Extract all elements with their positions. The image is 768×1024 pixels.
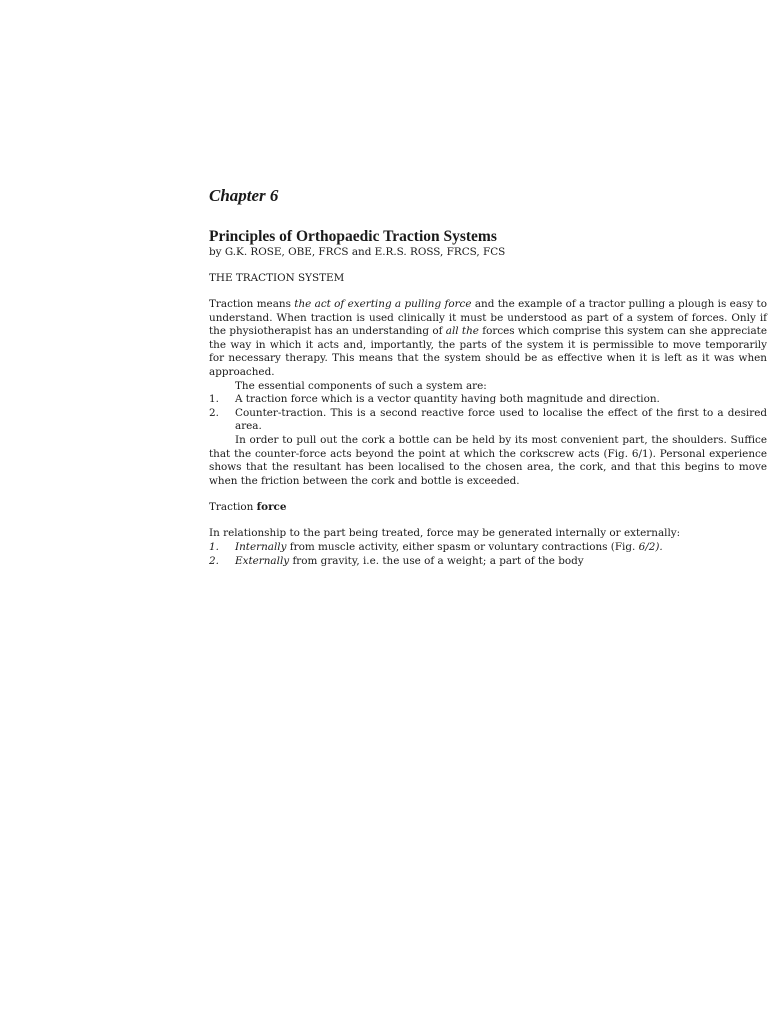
list-item bbox=[209, 407, 767, 434]
emphasis-text: Externally bbox=[235, 554, 290, 567]
list-number: 2. bbox=[209, 406, 219, 419]
subheading-traction-force bbox=[209, 501, 767, 514]
emphasis-text: Internally bbox=[235, 540, 287, 553]
authors-byline: by G.K. ROSE, OBE, FRCS and E.R.S. ROSS, FRCS, FCS bbox=[209, 246, 506, 258]
paragraph-cork-example: In order to pull out the cork a bottle can be held by its most convenient part, the shoulders. Suffice that the counter-force acts beyond the point at which the corkscrew acts (Fig. 6/1). Personal experience shows that the resultant has been localised to the chosen area, the cork, and that this begins to move when the friction between the cork and bottle is exceeded. bbox=[209, 433, 767, 487]
text-run: Traction bbox=[209, 501, 257, 514]
text-run: Traction means bbox=[209, 298, 295, 310]
list-number: 1. bbox=[209, 393, 219, 406]
figure-reference: 6/2). bbox=[638, 540, 663, 553]
emphasis-text: the act of exerting a pulling force bbox=[294, 298, 472, 310]
text-run: from muscle activity, either spasm or voluntary contractions (Fig. bbox=[286, 540, 639, 553]
page-content bbox=[209, 185, 767, 568]
list-item bbox=[209, 555, 767, 569]
chapter-title: Principles of Orthopaedic Traction Systems bbox=[209, 228, 497, 245]
list-item bbox=[209, 393, 767, 407]
paragraph-traction-definition bbox=[209, 298, 767, 380]
paragraph-force-generation: In relationship to the part being treated, force may be generated internally or externally: bbox=[209, 527, 681, 540]
list-item bbox=[209, 541, 767, 555]
chapter-heading: Chapter 6 bbox=[209, 186, 279, 205]
list-text: A traction force which is a vector quantity having both magnitude and direction. bbox=[235, 393, 660, 406]
bold-text: force bbox=[256, 501, 287, 514]
emphasis-text: all the bbox=[445, 325, 479, 338]
section-heading: THE TRACTION SYSTEM bbox=[209, 272, 345, 284]
text-run: and the example of a tractor pulling a plough is easy to understand. When traction is used clinically it must be understood as part of a system of forces. Only if the physiotherapist has an understanding of bbox=[209, 298, 767, 338]
list-text bbox=[235, 555, 767, 569]
list-text bbox=[235, 541, 767, 555]
paragraph-components-intro: The essential components of such a system are: bbox=[235, 379, 487, 392]
list-number: 2. bbox=[209, 554, 219, 567]
text-run: forces which comprise this system can she appreciate the way in which it acts and, importantly, the parts of the system it is permissible to move temporarily for necessary therapy. This means that the system should be as effective when it is left as it was when approached. bbox=[209, 325, 767, 378]
text-run: from gravity, i.e. the use of a weight; a part of the body bbox=[289, 554, 584, 567]
list-text: Counter-traction. This is a second reactive force used to localise the effect of the first to a desired area. bbox=[235, 406, 767, 433]
list-number: 1. bbox=[209, 540, 219, 553]
